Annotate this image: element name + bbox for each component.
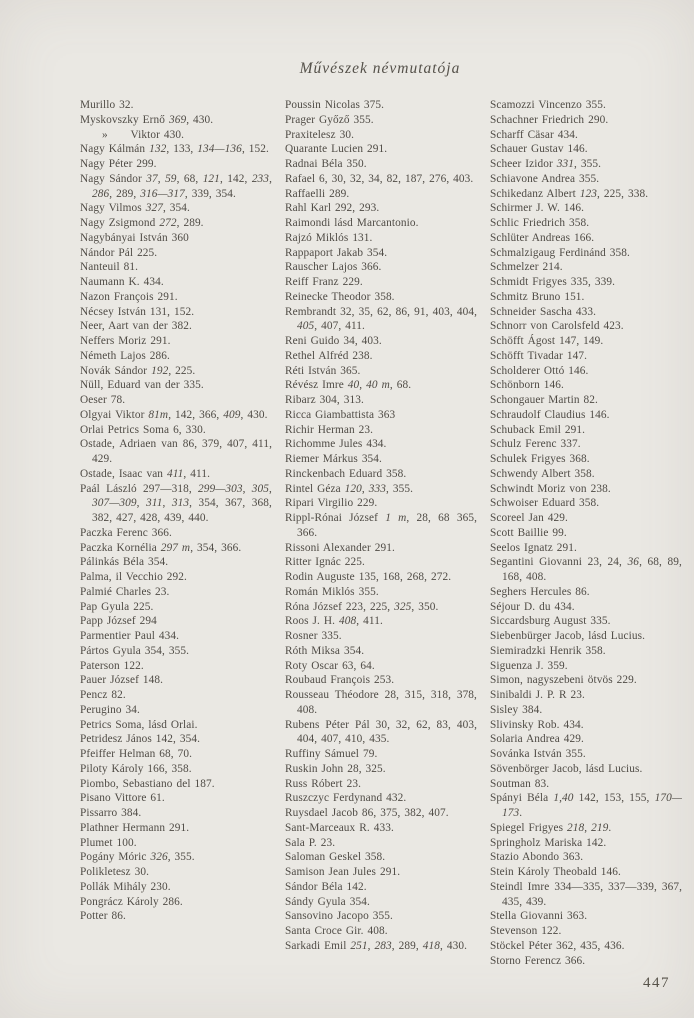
index-entry: Németh Lajos 286. xyxy=(80,349,170,362)
index-entry: Reni Guido 34, 403. xyxy=(285,335,382,347)
index-entry: Paczka Kornélia 297 m, 354, 366. xyxy=(80,541,242,554)
index-entry: Rajzó Miklós 131. xyxy=(285,231,373,244)
index-entry: Róth Miksa 354. xyxy=(285,644,365,657)
index-entry: Slivinsky Rob. 434. xyxy=(490,718,584,731)
index-entry: Schiavone Andrea 355. xyxy=(490,172,600,185)
index-entry: Sarkadi Emil 251, 283, 289, 418, 430. xyxy=(285,939,468,952)
index-entry: Sansovino Jacopo 355. xyxy=(285,910,393,923)
index-entry: Spiegel Frigyes 218, 219. xyxy=(490,821,612,834)
index-entry: Ruysdael Jacob 86, 375, 382, 407. xyxy=(285,807,449,819)
index-entry: Orlai Petrics Soma 6, 330. xyxy=(80,423,206,436)
index-entry: Novák Sándor 192, 225. xyxy=(80,364,196,377)
index-entry: Paál László 297—318, 299—303, 305, 307—309, 311, 313, 354, 367, 368, 382, 427, 428, 439, 440. xyxy=(80,482,272,524)
index-entry: Sisley 384. xyxy=(490,703,543,716)
index-entry: Réti István 365. xyxy=(285,364,361,377)
index-entry: Schlic Friedrich 358. xyxy=(490,217,590,229)
index-entry: Schmidt Frigyes 335, 339. xyxy=(490,276,616,288)
index-entry: Murillo 32. xyxy=(80,99,134,111)
index-entry: Scholderer Ottó 146. xyxy=(490,364,589,377)
index-entry: Rosner 335. xyxy=(285,630,342,642)
index-entry: Rubens Péter Pál 30, 32, 62, 83, 403, 404, 407, 410, 435. xyxy=(285,718,477,746)
index-entry: Storno Ferencz 366. xyxy=(490,954,586,967)
index-entry: Nécsey István 131, 152. xyxy=(80,305,195,318)
index-entry: Schwendy Albert 358. xyxy=(490,467,595,480)
index-entry: Schnorr von Carolsfeld 423. xyxy=(490,320,624,333)
index-entry: Scharff Cäsar 434. xyxy=(490,128,578,141)
index-entry: Schulek Frigyes 368. xyxy=(490,453,590,465)
index-entry: Reinecke Theodor 358. xyxy=(285,290,395,303)
index-entry: Ostade, Isaac van 411, 411. xyxy=(80,467,211,480)
index-entry: Stella Giovanni 363. xyxy=(490,910,588,923)
index-entry: Révész Imre 40, 40 m, 68. xyxy=(285,379,412,392)
index-entry: Raimondi lásd Marcantonio. xyxy=(285,217,419,229)
index-entry: Schirmer J. W. 146. xyxy=(490,202,585,215)
index-entry: Pálinkás Béla 354. xyxy=(80,556,169,569)
index-entry: Roubaud François 253. xyxy=(285,674,395,687)
index-entry: Nagy Sándor 37, 59, 68, 121, 142, 233, 286, 289, 316—317, 339, 354. xyxy=(80,172,272,200)
index-entry: Roos J. H. 408, 411. xyxy=(285,615,383,628)
index-entry: Ruszczyc Ferdynand 432. xyxy=(285,792,407,805)
index-entry: Ostade, Adriaen van 86, 379, 407, 411, 429. xyxy=(80,438,272,465)
index-entry: Polikletesz 30. xyxy=(80,866,150,878)
index-entry: Neer, Aart van der 382. xyxy=(80,320,192,333)
index-entry: Oeser 78. xyxy=(80,394,126,406)
index-entry: Richir Herman 23. xyxy=(285,423,374,436)
index-entry: Siemiradzki Henrik 358. xyxy=(490,644,606,657)
index-entry: Paterson 122. xyxy=(80,659,144,672)
index-entry: » Viktor 430. xyxy=(102,128,185,141)
page-number: 447 xyxy=(643,975,670,991)
index-entry: Reiff Franz 229. xyxy=(285,276,363,288)
index-entry: Soutman 83. xyxy=(490,777,550,790)
index-entry: Riemer Márkus 354. xyxy=(285,453,382,465)
index-entry: Quarante Lucien 291. xyxy=(285,143,388,156)
index-entry: Ricca Giambattista 363 xyxy=(285,408,396,421)
index-entry: Schraudolf Claudius 146. xyxy=(490,408,610,421)
index-entry: Seelos Ignatz 291. xyxy=(490,541,577,554)
index-entry: Papp József 294 xyxy=(80,615,157,628)
index-entry: Saloman Geskel 358. xyxy=(285,851,386,864)
index-entry: Pártos Gyula 354, 355. xyxy=(80,644,190,657)
index-entry: Schulz Ferenc 337. xyxy=(490,438,581,451)
index-entry: Perugino 34. xyxy=(80,703,140,716)
index-entry: Nagybányai István 360 xyxy=(80,231,189,244)
index-entry: Schneider Sascha 433. xyxy=(490,305,597,318)
index-entry: Samison Jean Jules 291. xyxy=(285,866,401,878)
index-entry: Rafael 6, 30, 32, 34, 82, 187, 276, 403. xyxy=(285,172,474,185)
index-entry: Rodin Auguste 135, 168, 268, 272. xyxy=(285,571,452,583)
index-entry: Sant-Marceaux R. 433. xyxy=(285,821,394,834)
index-entry: Siccardsburg August 335. xyxy=(490,615,611,628)
index-entry: Pissarro 384. xyxy=(80,807,142,819)
index-entry: Schmitz Bruno 151. xyxy=(490,290,585,303)
index-entry: Rissoni Alexander 291. xyxy=(285,541,395,554)
index-entry: Prager Győző 355. xyxy=(285,113,374,126)
index-entry: Radnai Béla 350. xyxy=(285,158,367,170)
index-entry: Solaria Andrea 429. xyxy=(490,733,584,746)
index-column-1 xyxy=(80,98,272,968)
index-entry: Praxitelesz 30. xyxy=(285,128,355,141)
index-entry: Rinckenbach Eduard 358. xyxy=(285,467,407,480)
index-entry: Sala P. 23. xyxy=(285,836,336,849)
page-title: Művészek névmutatója xyxy=(299,60,461,77)
index-entry: Petridesz János 142, 354. xyxy=(80,733,201,746)
index-entry: Piombo, Sebastiano del 187. xyxy=(80,777,215,790)
index-entry: Parmentier Paul 434. xyxy=(80,630,180,642)
index-entry: Simon, nagyszebeni ötvös 229. xyxy=(490,674,637,687)
index-entry: Schmelzer 214. xyxy=(490,261,563,274)
index-entry: Ripari Virgilio 229. xyxy=(285,497,378,510)
index-entry: Pfeiffer Helman 68, 70. xyxy=(80,748,193,760)
index-entry: Pogány Móric 326, 355. xyxy=(80,851,195,864)
index-entry: Russ Róbert 23. xyxy=(285,777,361,790)
index-entry: Ribarz 304, 313. xyxy=(285,394,364,406)
index-entry: Springholz Mariska 142. xyxy=(490,836,607,849)
index-entry: Schöfft Ágost 147, 149. xyxy=(490,335,604,347)
index-entry: Seghers Hercules 86. xyxy=(490,585,590,598)
index-entry: Schlüter Andreas 166. xyxy=(490,231,595,244)
index-entry: Olgyai Viktor 81m, 142, 366, 409, 430. xyxy=(80,408,268,421)
index-entry: Myskovszky Ernő 369, 430. xyxy=(80,113,214,126)
index-entry: Stein Károly Theobald 146. xyxy=(490,866,621,878)
index-entry: Schongauer Martin 82. xyxy=(490,394,598,406)
index-entry: Nagy Kálmán 132, 133, 134—136, 152. xyxy=(80,143,269,156)
index-entry: Stöckel Péter 362, 435, 436. xyxy=(490,939,625,952)
index-entry: Pisano Vittore 61. xyxy=(80,792,165,805)
index-entry: Paczka Ferenc 366. xyxy=(80,526,172,539)
index-entry: Nándor Pál 225. xyxy=(80,246,158,259)
index-entry: Santa Croce Gir. 408. xyxy=(285,925,388,937)
index-entry: Schuback Emil 291. xyxy=(490,423,586,436)
index-entry: Schikedanz Albert 123, 225, 338. xyxy=(490,187,649,200)
index-entry: Pap Gyula 225. xyxy=(80,600,154,613)
index-entry: Schönborn 146. xyxy=(490,379,564,392)
index-entry: Siguenza J. 359. xyxy=(490,659,568,672)
index-entry: Roty Oscar 63, 64. xyxy=(285,659,375,672)
index-entry: Piloty Károly 166, 358. xyxy=(80,762,192,775)
index-entry: Sándor Béla 142. xyxy=(285,880,367,893)
index-entry: Naumann K. 434. xyxy=(80,276,164,288)
index-entry: Potter 86. xyxy=(80,910,126,923)
index-entry: Nagy Zsigmond 272, 289. xyxy=(80,217,204,229)
index-entry: Siebenbürger Jacob, lásd Lucius. xyxy=(490,630,646,642)
index-entry: Poussin Nicolas 375. xyxy=(285,99,385,111)
index-entry: Scoreel Jan 429. xyxy=(490,512,568,524)
index-entry: Schauer Gustav 146. xyxy=(490,143,588,156)
index-column-3 xyxy=(490,98,682,968)
index-entry: Ruskin John 28, 325. xyxy=(285,762,386,775)
index-entry: Pauer József 148. xyxy=(80,674,164,687)
index-entry: Steindl Imre 334—335, 337—339, 367, 435, 439. xyxy=(490,880,682,908)
index-entry: Róna József 223, 225, 325, 350. xyxy=(285,600,439,613)
index-entry: Nazon François 291. xyxy=(80,290,178,303)
index-entry: Scheer Izidor 331, 355. xyxy=(490,158,602,170)
index-entry: Palma, il Vecchio 292. xyxy=(80,571,187,583)
index-entry: Spányi Béla 1,40 142, 153, 155, 170—173. xyxy=(490,792,682,819)
index-entry: Plumet 100. xyxy=(80,836,137,849)
index-entry: Schmalzigaug Ferdinánd 358. xyxy=(490,246,630,259)
index-entry: Nanteuil 81. xyxy=(80,261,139,274)
index-entry: Rappaport Jakab 354. xyxy=(285,246,388,259)
index-entry: Schwindt Moriz von 238. xyxy=(490,482,611,495)
index-entry: Stazio Abondo 363. xyxy=(490,851,584,864)
index-entry: Richomme Jules 434. xyxy=(285,438,387,451)
index-entry: Pongrácz Károly 286. xyxy=(80,895,183,908)
index-entry: Sinibaldi J. P. R 23. xyxy=(490,689,585,701)
index-entry: Plathner Hermann 291. xyxy=(80,821,190,834)
index-entry: Séjour D. du 434. xyxy=(490,600,575,613)
index-entry: Petrics Soma, lásd Orlai. xyxy=(80,718,198,731)
index-entry: Raffaelli 289. xyxy=(285,187,350,200)
index-entry: Scott Baillie 99. xyxy=(490,526,567,539)
index-entry: Segantini Giovanni 23, 24, 36, 68, 89, 168, 408. xyxy=(490,556,682,583)
index-entry: Román Miklós 355. xyxy=(285,585,379,598)
index-entry: Rethel Alfréd 238. xyxy=(285,349,373,362)
index-entry: Rauscher Lajos 366. xyxy=(285,261,382,274)
index-entry: Nüll, Eduard van der 335. xyxy=(80,379,204,392)
index-entry: Pollák Mihály 230. xyxy=(80,880,171,893)
index-columns xyxy=(80,98,682,968)
index-entry: Rahl Karl 292, 293. xyxy=(285,202,380,215)
index-column-2 xyxy=(285,98,477,968)
index-entry: Scamozzi Vincenzo 355. xyxy=(490,99,606,111)
index-entry: Nagy Vilmos 327, 354. xyxy=(80,202,190,215)
index-entry: Neffers Moriz 291. xyxy=(80,335,171,347)
index-entry: Pencz 82. xyxy=(80,689,126,701)
index-entry: Nagy Péter 299. xyxy=(80,158,157,170)
index-entry: Ruffiny Sámuel 79. xyxy=(285,748,378,760)
index-entry: Sovánka István 355. xyxy=(490,748,586,760)
index-entry: Sövenbörger Jacob, lásd Lucius. xyxy=(490,762,643,775)
index-entry: Rousseau Théodore 28, 315, 318, 378, 408. xyxy=(285,689,477,716)
index-entry: Schachner Friedrich 290. xyxy=(490,113,609,126)
index-entry: Palmié Charles 23. xyxy=(80,585,170,598)
index-entry: Stevenson 122. xyxy=(490,925,562,937)
index-entry: Rembrandt 32, 35, 62, 86, 91, 403, 404, 405, 407, 411. xyxy=(285,305,477,333)
index-entry: Rintel Géza 120, 333, 355. xyxy=(285,482,414,495)
index-entry: Ritter Ignác 225. xyxy=(285,556,365,569)
index-entry: Sándy Gyula 354. xyxy=(285,895,370,908)
index-entry: Rippl-Rónai József 1 m, 28, 68 365, 366. xyxy=(285,512,477,539)
index-entry: Schöfft Tivadar 147. xyxy=(490,349,587,362)
index-entry: Schwoiser Eduard 358. xyxy=(490,497,600,510)
